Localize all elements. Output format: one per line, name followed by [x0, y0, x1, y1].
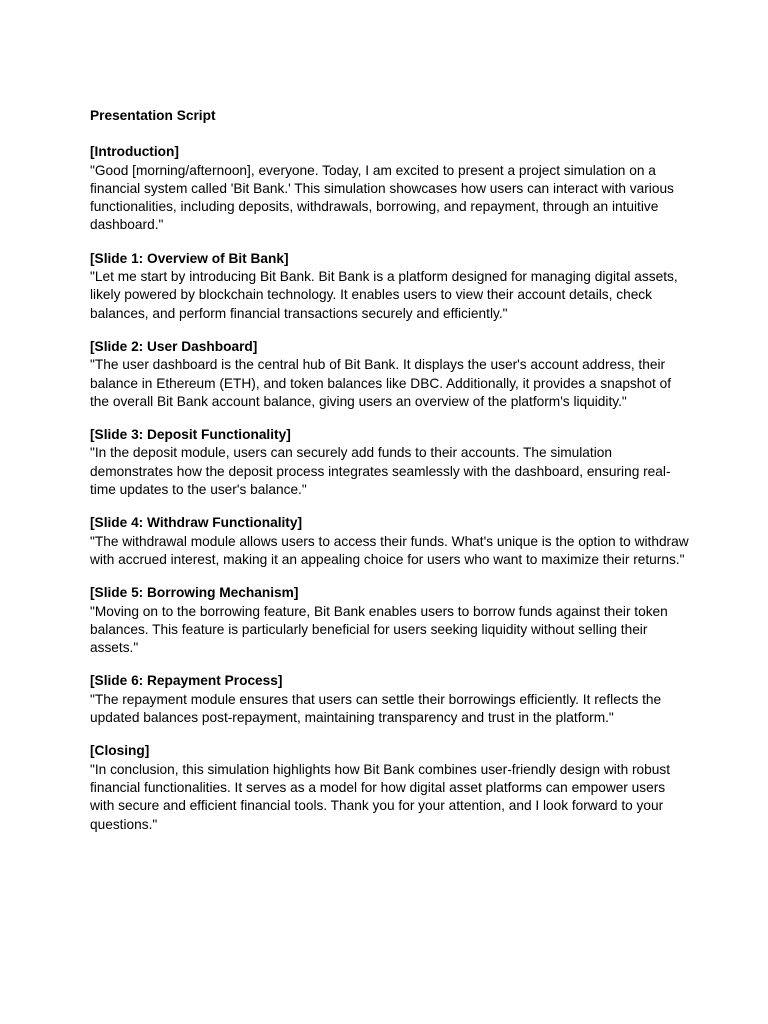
section-body: "Good [morning/afternoon], everyone. Today, I am excited to present a project simulation on a financial system called 'Bit Bank.' This simulation showcases how users can interact with various functionalities, including deposits, withdrawals, borrowing, and repayment, through an intuitive dashboard."	[90, 162, 674, 233]
section-heading: [Introduction]	[90, 144, 179, 160]
section-closing	[90, 742, 690, 833]
section-heading: [Slide 2: User Dashboard]	[90, 338, 258, 354]
section-heading: [Slide 5: Borrowing Mechanism]	[90, 585, 299, 601]
section-slide-2	[90, 338, 690, 411]
section-slide-3	[90, 426, 690, 499]
section-slide-4	[90, 514, 690, 569]
section-body: "The repayment module ensures that users can settle their borrowings efficiently. It reflects the updated balances post-repayment, maintaining transparency and trust in the platform."	[90, 691, 662, 726]
section-body: "Let me start by introducing Bit Bank. Bit Bank is a platform designed for managing digital assets, likely powered by blockchain technology. It enables users to view their account details, check balances, and perform financial transactions securely and efficiently."	[90, 269, 678, 321]
section-heading: [Slide 6: Repayment Process]	[90, 673, 283, 689]
section-heading: [Slide 1: Overview of Bit Bank]	[90, 250, 289, 266]
section-heading: [Slide 3: Deposit Functionality]	[90, 427, 291, 443]
section-body: "The withdrawal module allows users to access their funds. What's unique is the option to withdraw with accrued interest, making it an appealing choice for users who want to maximize their returns."	[90, 533, 689, 567]
section-body: "In the deposit module, users can securely add funds to their accounts. The simulation demonstrates how the deposit process integrates seamlessly with the dashboard, ensuring real-time updates to the user's balance."	[90, 445, 671, 498]
section-body: "Moving on to the borrowing feature, Bit Bank enables users to borrow funds against their token balances. This feature is particularly beneficial for users seeking liquidity without selling their assets."	[90, 603, 668, 656]
section-slide-1	[90, 250, 690, 323]
section-introduction	[90, 143, 690, 234]
document-title: Presentation Script	[90, 108, 216, 123]
section-slide-6	[90, 672, 690, 727]
section-heading: [Slide 4: Withdraw Functionality]	[90, 515, 303, 531]
section-body: "The user dashboard is the central hub of Bit Bank. It displays the user's account address, their balance in Ethereum (ETH), and token balances like DBC. Additionally, it provides a snapshot of the overall Bit Bank account balance, giving users an overview of the platform's liquidity."	[90, 357, 672, 409]
section-body: "In conclusion, this simulation highlights how Bit Bank combines user-friendly design with robust financial functionalities. It serves as a model for how digital asset platforms can empower users with secure and efficient financial tools. Thank you for your attention, and I look forward to your questions."	[90, 761, 671, 832]
section-slide-5	[90, 584, 690, 657]
document-content	[90, 107, 690, 849]
section-heading: [Closing]	[90, 743, 150, 759]
